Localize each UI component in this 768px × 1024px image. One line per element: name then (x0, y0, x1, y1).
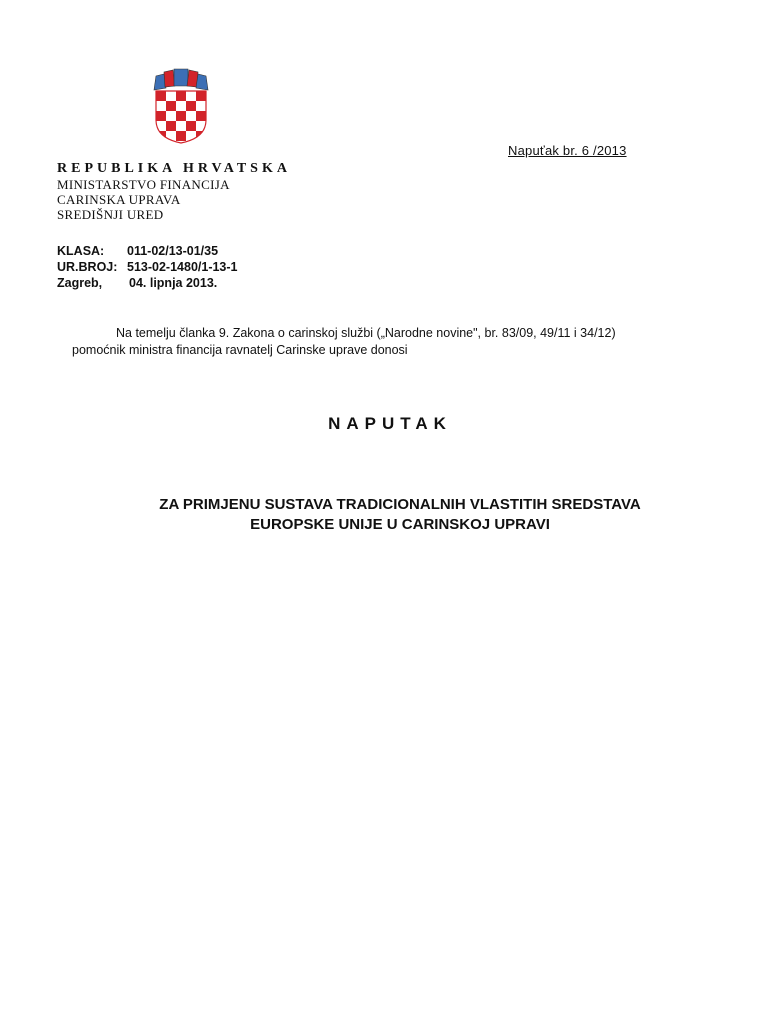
klasa-value: 011-02/13-01/35 (127, 244, 219, 258)
office-name: SREDIŠNJI URED (57, 207, 164, 222)
urbroj-value: 513-02-1480/1-13-1 (127, 260, 238, 274)
administration-name: CARINSKA UPRAVA (57, 192, 181, 207)
klasa-row (57, 243, 238, 259)
intro-line-2: pomoćnik ministra financija ravnatelj Carinske uprave donosi (72, 343, 408, 357)
reference-block (57, 243, 238, 291)
document-number: Napuťak br. 6 /2013 (508, 143, 627, 158)
ministry-name: MINISTARSTVO FINANCIJA (57, 177, 230, 192)
republic-name: REPUBLIKA HRVATSKA (57, 161, 291, 176)
date-row (57, 275, 238, 291)
document-subtitle (100, 495, 700, 535)
klasa-label: KLASA: (57, 244, 105, 258)
subtitle-line-2: EUROPSKE UNIJE U CARINSKOJ UPRAVI (250, 516, 550, 533)
intro-paragraph (72, 325, 712, 359)
date-value: 04. lipnja 2013. (129, 276, 218, 290)
subtitle-line-1: ZA PRIMJENU SUSTAVA TRADICIONALNIH VLASTITIH SREDSTAVA (159, 496, 641, 513)
intro-line-1: Na temelju članka 9. Zakona o carinskoj službi („Narodne novine", br. 83/09, 49/11 i 34/12) (116, 326, 616, 340)
urbroj-label: UR.BROJ: (57, 260, 118, 274)
coat-of-arms-icon (150, 68, 212, 144)
urbroj-row (57, 259, 238, 275)
issuer-header (57, 160, 291, 222)
place-label: Zagreb, (57, 276, 103, 290)
document-title: NAPUTAK (328, 414, 452, 433)
